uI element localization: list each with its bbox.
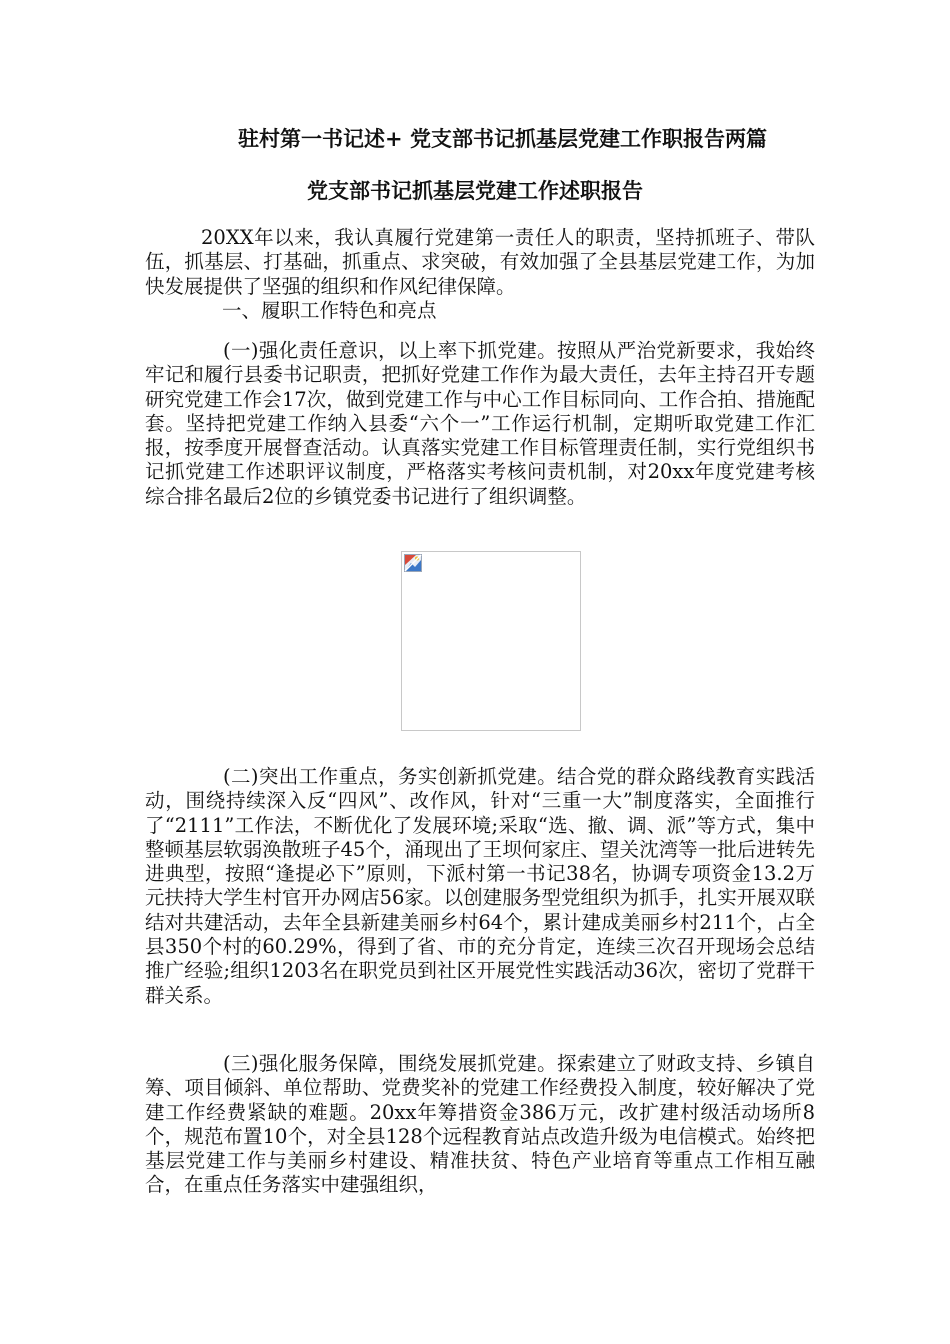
- item-3-paragraph: (三)强化服务保障，围绕发展抓党建。探索建立了财政支持、乡镇自筹、项目倾斜、单位帮助、党费奖补的党建工作经费投入制度，较好解决了党建工作经费紧缺的难题。20xx年筹措资金386万元，改扩建村级活动场所8个，规范布置10个，对全县128个远程教育站点改造升级为电信模式。始终把基层党建工作与美丽乡村建设、精准扶贫、特色产业培育等重点工作相互融合，在重点任务落实中建强组织，: [145, 1052, 815, 1197]
- section-heading: 一、履职工作特色和亮点: [222, 299, 437, 322]
- document-subtitle: 党支部书记抓基层党建工作述职报告: [307, 178, 643, 203]
- item-2-paragraph: (二)突出工作重点，务实创新抓党建。结合党的群众路线教育实践活动，围绕持续深入反“四风”、改作风，针对“三重一大”制度落实，全面推行了“2111”工作法，不断优化了发展环境;采取“选、撤、调、派”等方式，集中整顿基层软弱涣散班子45个，涌现出了王坝何家庄、望关沈湾等一批后进转先进典型，按照“逢提必下”原则，下派村第一书记38名，协调专项资金13.2万元扶持大学生村官开办网店56家。以创建服务型党组织为抓手，扎实开展双联结对共建活动，去年全县新建美丽乡村64个，累计建成美丽乡村211个，占全县350个村的60.29%，得到了省、市的充分肯定，连续三次召开现场会总结推广经验;组织1203名在职党员到社区开展党性实践活动36次，密切了党群干群关系。: [145, 765, 815, 1007]
- intro-paragraph: 20XX年以来，我认真履行党建第一责任人的职责，坚持抓班子、带队伍，抓基层、打基础，抓重点、求突破，有效加强了全县基层党建工作，为加快发展提供了坚强的组织和作风纪律保障。: [145, 226, 815, 298]
- item-1-paragraph: (一)强化责任意识，以上率下抓党建。按照从严治党新要求，我始终牢记和履行县委书记职责，把抓好党建工作作为最大责任，去年主持召开专题研究党建工作会17次，做到党建工作与中心工作目标同向、工作合拍、措施配套。坚持把党建工作纳入县委“六个一”工作运行机制，定期听取党建工作汇报，按季度开展督查活动。认真落实党建工作目标管理责任制，实行党组织书记抓党建工作述职评议制度，严格落实考核问责机制，对20xx年度党建考核综合排名最后2位的乡镇党委书记进行了组织调整。: [145, 339, 815, 508]
- document-title: 驻村第一书记述+ 党支部书记抓基层党建工作职报告两篇: [238, 126, 767, 151]
- embedded-image-placeholder: [401, 551, 581, 731]
- broken-image-icon: [404, 554, 422, 572]
